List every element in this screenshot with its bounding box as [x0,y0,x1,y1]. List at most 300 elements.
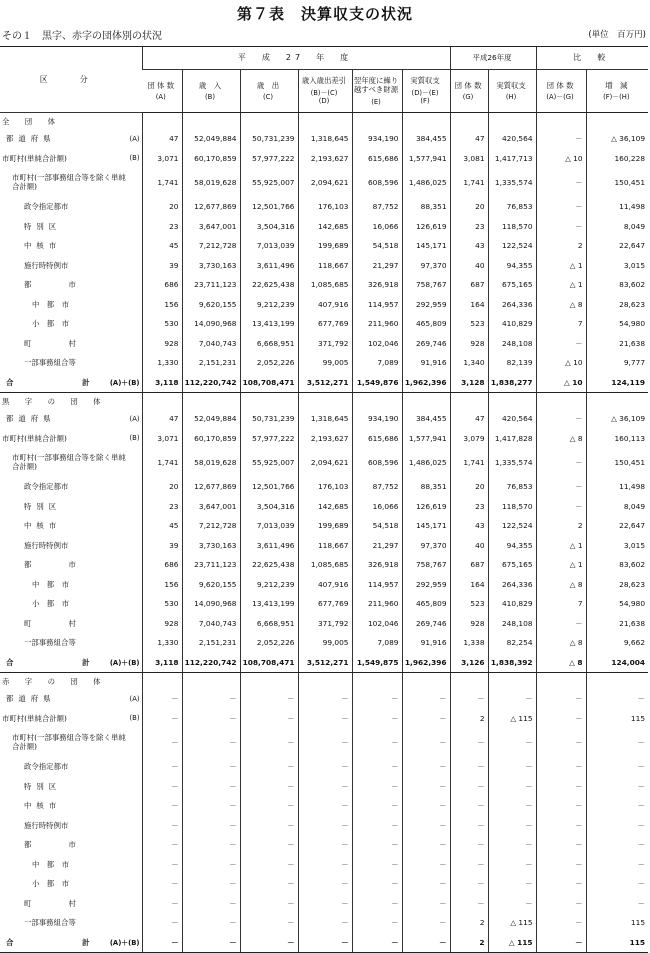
row-label [0,168,142,197]
row-label-text: 市町村(一部事務組合等を除く単純合計額) [12,172,126,191]
value-cell: 7,013,039 [240,236,298,256]
row-label [0,516,142,536]
value-cell: 420,564 [488,129,536,149]
row-label [0,594,142,614]
empty-cell [182,673,240,690]
value-cell: － [450,816,488,836]
value-cell: － [182,757,240,777]
value-cell: － [298,874,352,894]
value-cell: － [298,689,352,709]
empty-cell [450,673,488,690]
section-title: 黒 字 の 団 体 [2,396,105,406]
value-cell: 50,731,239 [240,409,298,429]
value-cell: － [402,874,450,894]
value-cell: 523 [450,594,488,614]
table-row [0,757,648,777]
value-cell: － [352,933,402,953]
row-label [0,256,142,276]
value-cell: － [142,757,182,777]
value-cell: 615,686 [352,149,402,169]
value-cell: 677,769 [298,594,352,614]
row-label-code: (B) [129,154,140,163]
section-row [0,393,648,410]
value-cell: 160,113 [586,429,648,449]
row-label [0,874,142,894]
empty-cell [298,113,352,130]
value-cell: － [586,894,648,914]
value-cell: 13,413,199 [240,594,298,614]
value-cell: 57,977,222 [240,429,298,449]
value-cell: 7,013,039 [240,516,298,536]
column-header [586,70,648,113]
value-cell: 160,228 [586,149,648,169]
value-cell: － [536,777,586,797]
row-label-text: 市町村(一部事務組合等を除く単純合計額) [12,452,126,471]
value-cell: － [182,874,240,894]
value-cell: 115 [586,913,648,933]
table-row [0,796,648,816]
value-cell: 465,809 [402,314,450,334]
value-cell: 9,620,155 [182,575,240,595]
value-cell: △ 1 [536,555,586,575]
table-row [0,575,648,595]
row-label-code: (A) [129,134,140,143]
value-cell: － [586,796,648,816]
value-cell: 1,962,396 [402,653,450,673]
value-cell: 3,118 [142,373,182,393]
row-label-text: 施行時特例市 [24,260,69,270]
value-cell: 164 [450,575,488,595]
row-label [0,575,142,595]
value-cell: 1,838,392 [488,653,536,673]
row-label [0,477,142,497]
value-cell: － [352,913,402,933]
value-cell: 150,451 [586,448,648,477]
value-cell: 2,052,226 [240,633,298,653]
value-cell: 1,838,277 [488,373,536,393]
column-header-code: (D) [318,97,330,106]
value-cell: － [298,816,352,836]
column-header [536,70,586,113]
table-row [0,653,648,673]
value-cell: 23 [142,497,182,517]
empty-cell [488,393,536,410]
value-cell: △ 8 [536,633,586,653]
value-cell: 118,667 [298,536,352,556]
header-kubun: 区 分 [0,47,142,113]
row-label [0,728,142,757]
value-cell: 934,190 [352,409,402,429]
value-cell: － [536,448,586,477]
value-cell: 82,139 [488,353,536,373]
empty-cell [536,673,586,690]
value-cell: 8,049 [586,217,648,237]
row-label-text: 特別区 [24,781,62,791]
value-cell: － [488,796,536,816]
value-cell: 122,524 [488,516,536,536]
value-cell: 9,212,239 [240,295,298,315]
value-cell: 47 [450,409,488,429]
empty-cell [586,393,648,410]
value-cell: 112,220,742 [182,653,240,673]
value-cell: － [586,757,648,777]
value-cell: 150,451 [586,168,648,197]
row-label [0,709,142,729]
table-row [0,777,648,797]
row-label [0,353,142,373]
table-row [0,497,648,517]
row-label-text: 都 市 [24,840,76,850]
value-cell: － [142,796,182,816]
value-cell: 50,731,239 [240,129,298,149]
value-cell: － [536,477,586,497]
value-cell: △ 36,109 [586,409,648,429]
table-row [0,256,648,276]
value-cell: 20 [142,477,182,497]
table-row [0,429,648,449]
value-cell: 94,355 [488,256,536,276]
value-cell: － [402,816,450,836]
value-cell: 21,638 [586,614,648,634]
value-cell: 371,792 [298,334,352,354]
row-label [0,314,142,334]
value-cell: 176,103 [298,197,352,217]
section-title: 赤 字 の 団 体 [2,676,105,686]
value-cell: － [352,816,402,836]
value-cell: － [182,796,240,816]
table-row [0,448,648,477]
value-cell: 1,318,645 [298,409,352,429]
header-prev-year: 平成26年度 [450,47,536,70]
value-cell: 14,090,968 [182,314,240,334]
value-cell: － [352,709,402,729]
value-cell: － [488,855,536,875]
row-label [0,653,142,673]
value-cell: 12,501,766 [240,477,298,497]
value-cell: － [352,796,402,816]
column-header-code: (H) [505,92,517,101]
value-cell: 7,089 [352,353,402,373]
row-label [0,757,142,777]
empty-cell [142,393,182,410]
value-cell: 9,212,239 [240,575,298,595]
value-cell: － [142,835,182,855]
value-cell: 12,677,869 [182,477,240,497]
value-cell: 3,126 [450,653,488,673]
row-label-text: 政令指定都市 [24,762,69,772]
value-cell: － [352,689,402,709]
value-cell: － [240,777,298,797]
value-cell: 326,918 [352,275,402,295]
value-cell: － [536,217,586,237]
value-cell: 407,916 [298,575,352,595]
value-cell: － [586,855,648,875]
table-row [0,816,648,836]
value-cell: － [142,913,182,933]
table-row [0,314,648,334]
value-cell: 758,767 [402,555,450,575]
value-cell: 687 [450,275,488,295]
value-cell: 2,094,621 [298,448,352,477]
value-cell: － [488,816,536,836]
value-cell: 23,711,123 [182,275,240,295]
column-header-code: (C) [262,92,274,101]
value-cell: － [240,757,298,777]
value-cell: 115 [586,933,648,953]
value-cell: － [240,796,298,816]
empty-cell [402,673,450,690]
value-cell: 2 [536,516,586,536]
value-cell: 126,619 [402,497,450,517]
value-cell: － [352,874,402,894]
empty-cell [142,673,182,690]
value-cell: 57,977,222 [240,149,298,169]
column-header-label: 団 体 数 [147,80,175,90]
section-row [0,113,648,130]
table-row [0,894,648,914]
value-cell: 39 [142,536,182,556]
value-cell: － [182,709,240,729]
empty-cell [352,393,402,410]
column-header-label: 歳 出 [256,80,280,90]
value-cell: 118,570 [488,497,536,517]
table-row [0,409,648,429]
row-label-text: 市町村(単純合計額) [2,153,67,163]
value-cell: 94,355 [488,536,536,556]
value-cell: － [586,816,648,836]
value-cell: 384,455 [402,409,450,429]
value-cell: 3,118 [142,653,182,673]
empty-cell [450,393,488,410]
value-cell: 7 [536,314,586,334]
empty-cell [298,673,352,690]
value-cell: － [240,709,298,729]
row-label-text: 政令指定都市 [24,482,69,492]
value-cell: 83,602 [586,555,648,575]
value-cell: 465,809 [402,594,450,614]
value-cell: － [182,728,240,757]
value-cell: 21,297 [352,256,402,276]
value-cell: 2,151,231 [182,353,240,373]
value-cell: 371,792 [298,614,352,634]
value-cell: 45 [142,236,182,256]
row-label-text: 合 計 [6,657,108,667]
value-cell: 3,730,163 [182,536,240,556]
column-header [182,70,240,113]
value-cell: － [142,855,182,875]
empty-cell [240,113,298,130]
value-cell: 87,752 [352,197,402,217]
row-label [0,835,142,855]
value-cell: 22,647 [586,516,648,536]
value-cell: 248,108 [488,614,536,634]
column-header [352,70,402,113]
value-cell: 608,596 [352,448,402,477]
page-title: 第７表 決算収支の状況 [236,5,413,23]
value-cell: 76,853 [488,197,536,217]
value-cell: － [142,689,182,709]
empty-cell [488,673,536,690]
value-cell: － [450,855,488,875]
row-label-text: 中 都 市 [32,579,69,589]
value-cell: － [536,874,586,894]
row-label [0,913,142,933]
value-cell: 112,220,742 [182,373,240,393]
row-label [0,409,142,429]
value-cell: 530 [142,594,182,614]
value-cell: － [536,933,586,953]
value-cell: － [450,835,488,855]
value-cell: － [352,894,402,914]
value-cell: － [536,168,586,197]
value-cell: 3,512,271 [298,653,352,673]
value-cell: 118,570 [488,217,536,237]
row-label-text: 合 計 [6,937,108,947]
table-row [0,633,648,653]
value-cell: 114,957 [352,295,402,315]
value-cell: 211,960 [352,594,402,614]
value-cell: － [298,796,352,816]
empty-cell [450,113,488,130]
column-header-label: 増 減 [605,80,628,90]
value-cell: 20 [142,197,182,217]
row-label-code: (A) [129,414,140,423]
row-label-text: 都道府県 [6,134,56,144]
value-cell: 2,151,231 [182,633,240,653]
value-cell: 88,351 [402,197,450,217]
value-cell: － [450,777,488,797]
value-cell: 1,330 [142,353,182,373]
value-cell: △ 8 [536,429,586,449]
column-header-label: 歳入歳出差引 [301,76,347,86]
value-cell: 7,089 [352,633,402,653]
value-cell: 12,501,766 [240,197,298,217]
column-header-label: 実質収支 [496,80,526,90]
value-cell: 928 [142,334,182,354]
value-cell: 176,103 [298,477,352,497]
column-header-label: 歳 入 [198,80,222,90]
value-cell: 420,564 [488,409,536,429]
table-row [0,334,648,354]
value-cell: － [402,855,450,875]
value-cell: － [488,728,536,757]
value-cell: － [536,894,586,914]
column-header-code: (F) [420,97,430,106]
settlement-balance-table [0,46,648,953]
row-label [0,816,142,836]
value-cell: 1,741 [142,168,182,197]
value-cell: 1,318,645 [298,129,352,149]
value-cell: 60,170,859 [182,429,240,449]
value-cell: 52,049,884 [182,129,240,149]
value-cell: 3,611,496 [240,256,298,276]
empty-cell [536,393,586,410]
unit-note: (単位 百万円) [588,30,646,40]
empty-cell [182,393,240,410]
value-cell: － [536,855,586,875]
value-cell: － [402,933,450,953]
value-cell: 9,777 [586,353,648,373]
table-body [0,113,648,953]
value-cell: 1,577,941 [402,149,450,169]
value-cell: 1,549,876 [352,373,402,393]
empty-cell [240,673,298,690]
row-label [0,217,142,237]
value-cell: 2 [536,236,586,256]
value-cell: 199,689 [298,236,352,256]
value-cell: 410,829 [488,314,536,334]
row-label [0,536,142,556]
row-label-code: (A)＋(B) [109,659,140,668]
row-label-text: 市町村(一部事務組合等を除く単純合計額) [12,732,126,751]
row-label-text: 中核市 [24,801,62,811]
value-cell: － [536,835,586,855]
row-label [0,933,142,953]
value-cell: 608,596 [352,168,402,197]
value-cell: 21,297 [352,536,402,556]
row-label-text: 一部事務組合等 [24,358,76,368]
empty-cell [298,393,352,410]
value-cell: － [298,757,352,777]
table-row [0,149,648,169]
row-label [0,149,142,169]
row-label-text: 都道府県 [6,414,56,424]
value-cell: △ 115 [488,913,536,933]
table-row [0,129,648,149]
value-cell: 22,625,438 [240,275,298,295]
header-current-year: 平 成 27 年 度 [142,47,450,70]
value-cell: － [450,796,488,816]
value-cell: 11,498 [586,197,648,217]
value-cell: － [536,197,586,217]
value-cell: － [182,913,240,933]
row-label [0,633,142,653]
row-label [0,448,142,477]
row-label-text: 中 都 市 [32,299,69,309]
row-label-code: (A)＋(B) [109,939,140,948]
column-header-code: (E) [371,97,381,106]
row-label-text: 都道府県 [6,694,56,704]
value-cell: － [298,913,352,933]
value-cell: △ 10 [536,353,586,373]
value-cell: － [536,689,586,709]
value-cell: － [402,777,450,797]
empty-cell [402,113,450,130]
value-cell: － [402,728,450,757]
value-cell: － [450,874,488,894]
value-cell: － [240,816,298,836]
value-cell: 16,066 [352,217,402,237]
value-cell: － [142,933,182,953]
value-cell: 40 [450,256,488,276]
value-cell: 12,677,869 [182,197,240,217]
value-cell: △ 115 [488,709,536,729]
row-label-text: 町 村 [24,338,76,348]
table-row [0,373,648,393]
value-cell: 384,455 [402,129,450,149]
value-cell: － [352,728,402,757]
value-cell: － [142,728,182,757]
value-cell: － [240,894,298,914]
value-cell: 108,708,471 [240,373,298,393]
value-cell: － [240,855,298,875]
row-label-text: 中 都 市 [32,859,69,869]
value-cell: － [142,874,182,894]
value-cell: 1,577,941 [402,429,450,449]
empty-cell [240,393,298,410]
row-label-text: 都 市 [24,560,76,570]
value-cell: － [488,894,536,914]
